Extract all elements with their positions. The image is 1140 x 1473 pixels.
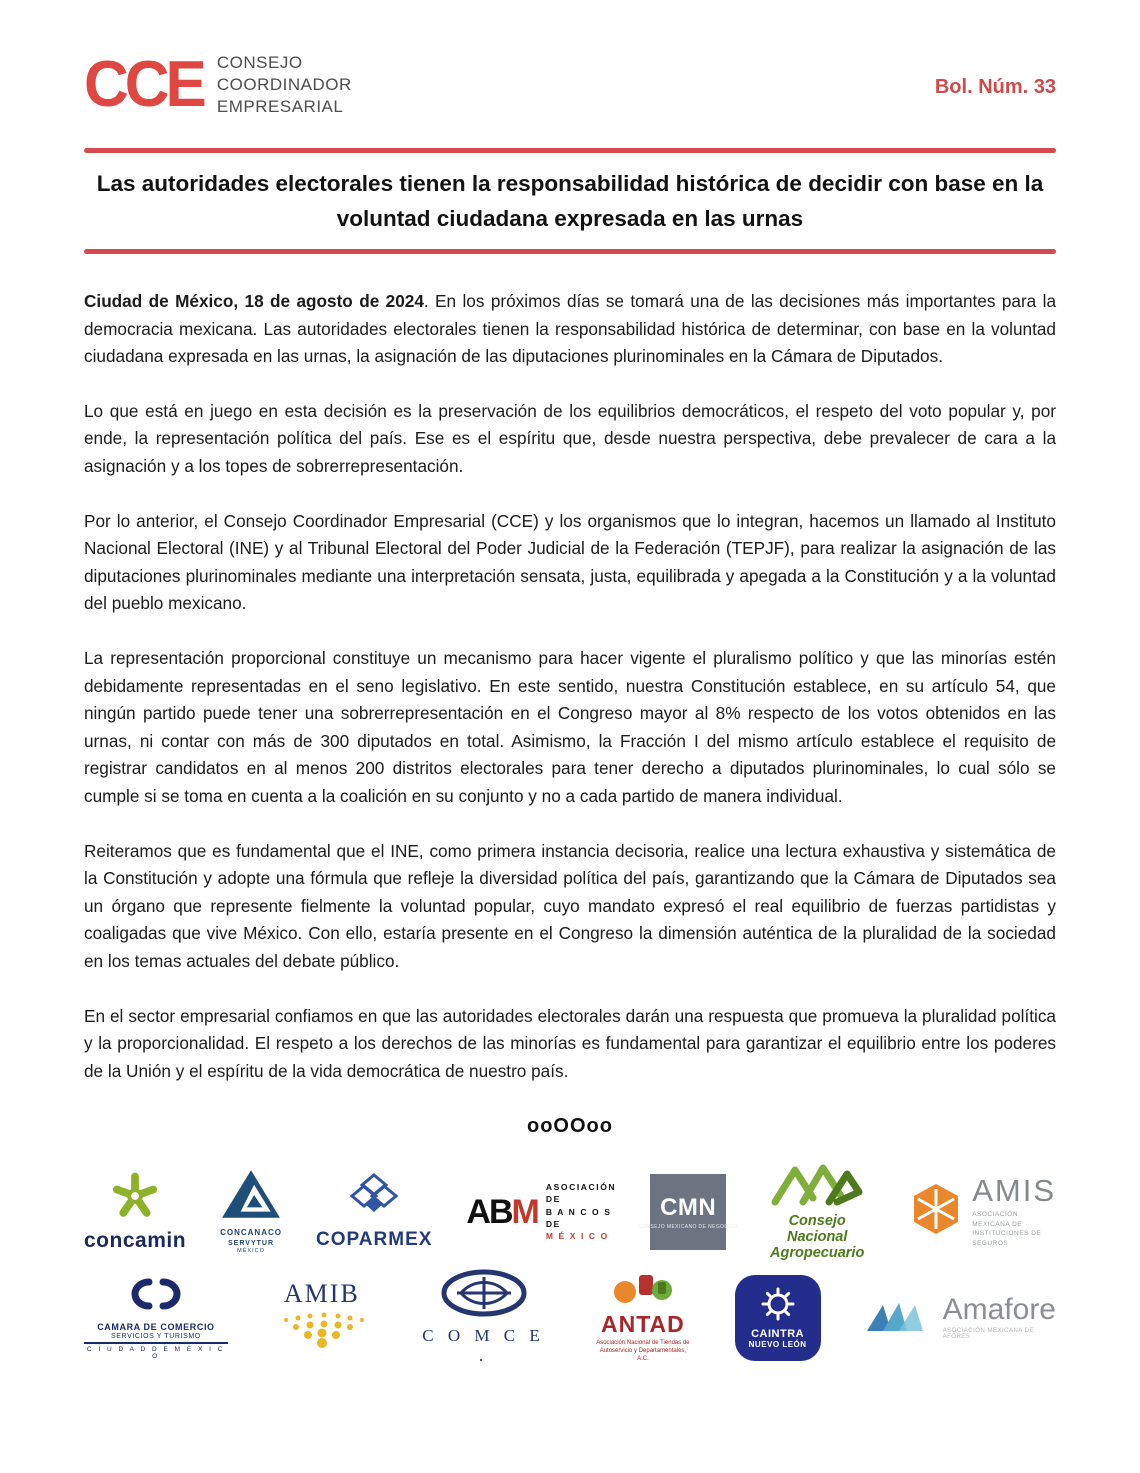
concanaco-line2: SERVYTUR <box>228 1239 275 1247</box>
coparmex-wordmark: COPARMEX <box>316 1229 433 1251</box>
cmn-box <box>638 1174 739 1250</box>
camara-line3: C I U D A D D E M E X I C O <box>86 1346 225 1361</box>
cmn-subtitle: CONSEJO MEXICANO DE NEGOCIOS <box>638 1223 739 1230</box>
antad-wordmark: ANTAD <box>601 1310 685 1337</box>
amis-sub1: ASOCIACIÓN MEXICANA DE <box>972 1210 1023 1228</box>
camara-comercio-icon <box>123 1275 189 1318</box>
cna-mountains-icon <box>769 1162 865 1211</box>
amis-subtitle <box>972 1210 1056 1249</box>
paragraph-3: Por lo anterior, el Consejo Coordinador Empresarial (CCE) y los organismos que lo integran, hacemos un llamado al Instituto Nacional Electoral (INE) y al Tribunal Electoral del Poder Judicial de la Federación (TEPJF), para realizar la asignación de las diputaciones plurinominales mediante una interpretación sensata, justa, equilibrada y apegada a la Constitución y a la voluntad del pueblo mexicano. <box>84 510 1056 614</box>
amafore-wordmark: Amafore <box>942 1293 1056 1327</box>
logo-concanaco <box>220 1168 282 1256</box>
caintra-line1: CAINTRA <box>751 1327 805 1340</box>
document-title: Las autoridades electorales tienen la responsabilidad histórica de decidir con base en la voluntad ciudadana expresada en las urnas <box>96 171 1044 232</box>
abm-line3: M É X I C O <box>545 1231 609 1242</box>
abm-mark-ab: AB <box>466 1192 512 1231</box>
camara-line1: CAMARA DE COMERCIO <box>97 1322 215 1333</box>
logo-amis <box>908 1172 1056 1249</box>
title-rule-top <box>84 148 1056 153</box>
antad-sub1: Asociación Nacional de Tiendas de <box>596 1339 690 1346</box>
logo-amafore <box>865 1295 1056 1340</box>
paragraph-1-text: . En los próximos días se tomará una de las decisiones más importantes para la democracia mexicana. Las autoridades electorales tienen la responsabilidad histórica de determinar, con base en la voluntad ciudadana expresada en las urnas, la asignación de las diputaciones plurinominales en la Cámara de Diputados. <box>84 291 1056 367</box>
concamin-icon <box>109 1170 161 1227</box>
amafore-triangles-icon <box>865 1297 935 1338</box>
logo-abm <box>466 1181 616 1243</box>
camara-rule <box>84 1342 228 1344</box>
cce-logo-mark: CCE <box>84 48 203 121</box>
camara-wordmark <box>84 1322 228 1360</box>
antad-sub2: Autoservicio y Departamentales, A.C. <box>599 1348 687 1363</box>
amib-wordmark: AMIB <box>283 1279 360 1309</box>
paragraph-4: La representación proporcional constituye un mecanismo para hacer vigente el pluralismo político y que las minorías estén debidamente representadas en el seno legislativo. En este sentido, nuestra Constitución establece, en su artículo 54, que ningún partido puede tener una sobrerrepresentación en el Congreso mayor al 8% respecto de los votos obtenidos en las urnas, ni contar con más de 300 diputados en total. Asimismo, la Fracción I del mismo artículo establece el requisito de registrar candidatos en al menos 200 distritos electorales para tener derecho a diputados plurinominales, lo cual sólo se cumple si se toma en cuenta a la coalición en su conjunto y no a cada partido de manera individual. <box>84 647 1056 806</box>
logo-cna <box>760 1162 874 1261</box>
concanaco-icon <box>220 1168 282 1225</box>
paragraph-6: En el sector empresarial confiamos en que las autoridades electorales darán una respuesta que promueva la pluralidad política y la proporcionalidad. El respeto a los derechos de las minorías es fundamental para garantizar el equilibrio entre los poderes de la Unión y el espíritu de la vida democrática de nuestro país. <box>84 1005 1056 1081</box>
amis-sub2: INSTITUCIONES DE SEGUROS <box>972 1230 1042 1248</box>
logo-antad <box>595 1272 690 1364</box>
comce-wordmark: C O M C E . <box>422 1326 545 1366</box>
amib-dots-icon <box>272 1307 372 1354</box>
amis-wordmark: AMIS <box>972 1172 1056 1208</box>
header <box>84 48 1056 121</box>
dateline: Ciudad de México, 18 de agosto de 2024 <box>84 291 424 312</box>
abm-line1: ASOCIACIÓN DE <box>545 1182 617 1205</box>
antad-icon <box>611 1272 675 1311</box>
abm-mark <box>466 1192 538 1231</box>
abm-line2: B A N C O S DE <box>545 1206 612 1229</box>
member-logos-row-1 <box>84 1162 1056 1261</box>
logo-coparmex <box>316 1172 432 1251</box>
body-text <box>84 288 1056 1085</box>
cna-wordmark: Consejo Nacional Agropecuario <box>770 1213 865 1262</box>
cce-logo-wordmark <box>217 52 352 118</box>
paragraph-2: Lo que está en juego en esta decisión es la preservación de los equilibrios democráticos, el respeto del voto popular y, por ende, la representación política del país. Ese es el espíritu que, desde nuestra perspectiva, debe prevalecer de cara a la asignación y a los topes de sobrerrepresentación. <box>84 400 1056 476</box>
amafore-subtitle: ASOCIACIÓN MEXICANA DE AFORES <box>942 1328 1034 1341</box>
caintra-box <box>735 1275 821 1361</box>
concanaco-line1: CONCANACO <box>220 1227 282 1237</box>
member-logos-row-2 <box>84 1269 1056 1366</box>
cmn-acronym: CMN <box>660 1193 717 1221</box>
caintra-line2: NUEVO LEÓN <box>748 1339 807 1349</box>
caintra-gear-icon <box>761 1287 795 1326</box>
cce-logo-line2: COORDINADOR <box>216 75 352 95</box>
logo-cmn <box>638 1174 739 1250</box>
concamin-wordmark: concamin <box>84 1229 187 1253</box>
amis-hexagon-icon <box>908 1181 964 1242</box>
logo-caintra <box>735 1275 821 1361</box>
logo-concamin <box>84 1170 186 1253</box>
logo-amib <box>272 1281 372 1354</box>
abm-mark-m: M <box>511 1192 538 1231</box>
bulletin-number: Bol. Núm. 33 <box>934 76 1056 98</box>
cce-logo <box>84 48 352 121</box>
concanaco-wordmark <box>220 1228 282 1256</box>
logo-comce <box>416 1269 551 1366</box>
logo-camara-comercio <box>84 1275 228 1360</box>
antad-subtitle <box>595 1339 690 1364</box>
abm-wordmark <box>546 1181 616 1243</box>
coparmex-icon <box>347 1172 401 1223</box>
paragraph-1 <box>84 288 1056 371</box>
cce-logo-line1: CONSEJO <box>216 53 303 72</box>
section-divider: ooOOoo <box>527 1115 613 1138</box>
cce-logo-line3: EMPRESARIAL <box>216 97 344 117</box>
comce-globe-icon <box>441 1269 527 1322</box>
title-rule-bottom <box>84 249 1056 254</box>
camara-line2: SERVICIOS Y TURISMO <box>111 1333 201 1341</box>
concanaco-line3: MÉXICO <box>237 1248 265 1255</box>
paragraph-5: Reiteramos que es fundamental que el INE, como primera instancia decisoria, realice una lectura exhaustiva y sistemática de la Constitución y adopte una fórmula que refleje la diversidad política del país, garantizando que la Cámara de Diputados sea un órgano que represente fielmente la voluntad popular, cuyo mandato expresó el real equilibrio de fuerzas partidistas y coaligadas que vive México. Con ello, estaría presente en el Congreso la dimensión auténtica de la pluralidad de la sociedad en los temas actuales del debate público. <box>84 840 1056 971</box>
